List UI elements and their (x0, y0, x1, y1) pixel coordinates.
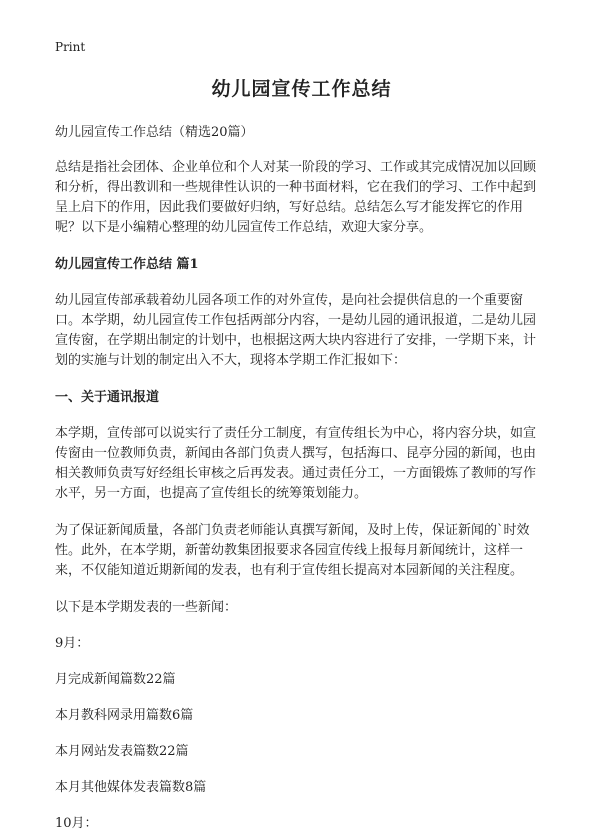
document-title: 幼儿园宣传工作总结 (211, 78, 392, 100)
month-label-october: 10月： (55, 816, 98, 831)
section-heading: 一、关于通讯报道 (55, 390, 160, 405)
stat-line: 本月网站发表篇数22篇 (55, 744, 189, 759)
print-link[interactable]: Print (55, 40, 86, 54)
month-label-september: 9月： (55, 636, 90, 651)
stat-line: 本月其他媒体发表篇数8篇 (55, 780, 207, 795)
chapter-heading: 幼儿园宣传工作总结 篇1 (55, 257, 199, 272)
section-paragraph-2: 为了保证新闻质量，各部门负责老师能认真撰写新闻，及时上传，保证新闻的`时效性。此外，在本学期，新蕾幼教集团报要求各园宣传线上报每月新闻统计，这样一来，不仅能知道近期新闻的发表，也有利于宣传组长提高对本园新闻的关注程度。 (55, 523, 530, 578)
stat-line: 本月教科网录用篇数6篇 (55, 708, 194, 723)
section-paragraph-1: 本学期，宣传部可以说实行了责任分工制度，有宣传组长为中心，将内容分块，如宣传窗由一位教师负责，新闻由各部门负责人撰写，包括海口、昆亭分园的新闻，也由相关教师负责写好经组长审核之后再发表。通过责任分工，一方面锻炼了教师的写作水平，另一方面，也提高了宣传组长的统筹策划能力。 (55, 426, 537, 501)
document-subtitle: 幼儿园宣传工作总结（精选20篇） (55, 125, 254, 140)
stat-line: 月完成新闻篇数22篇 (55, 672, 176, 687)
chapter-intro-paragraph: 幼儿园宣传部承载着幼儿园各项工作的对外宣传，是向社会提供信息的一个重要窗口。本学期，幼儿园宣传工作包括两部分内容，一是幼儿园的通讯报道，二是幼儿园宣传窗，在学期出制定的计划中，也根据这两大块内容进行了安排，一学期下来，计划的实施与计划的制定出入不大，现将本学期工作汇报如下： (55, 293, 537, 368)
news-list-intro: 以下是本学期发表的一些新闻： (55, 600, 238, 615)
intro-paragraph: 总结是指社会团体、企业单位和个人对某一阶段的学习、工作或其完成情况加以回顾和分析，得出教训和一些规律性认识的一种书面材料，它在我们的学习、工作中起到呈上启下的作用，因此我们要做好归纳，写好总结。总结怎么写才能发挥它的作用呢？以下是小编精心整理的幼儿园宣传工作总结，欢迎大家分享。 (55, 160, 537, 235)
